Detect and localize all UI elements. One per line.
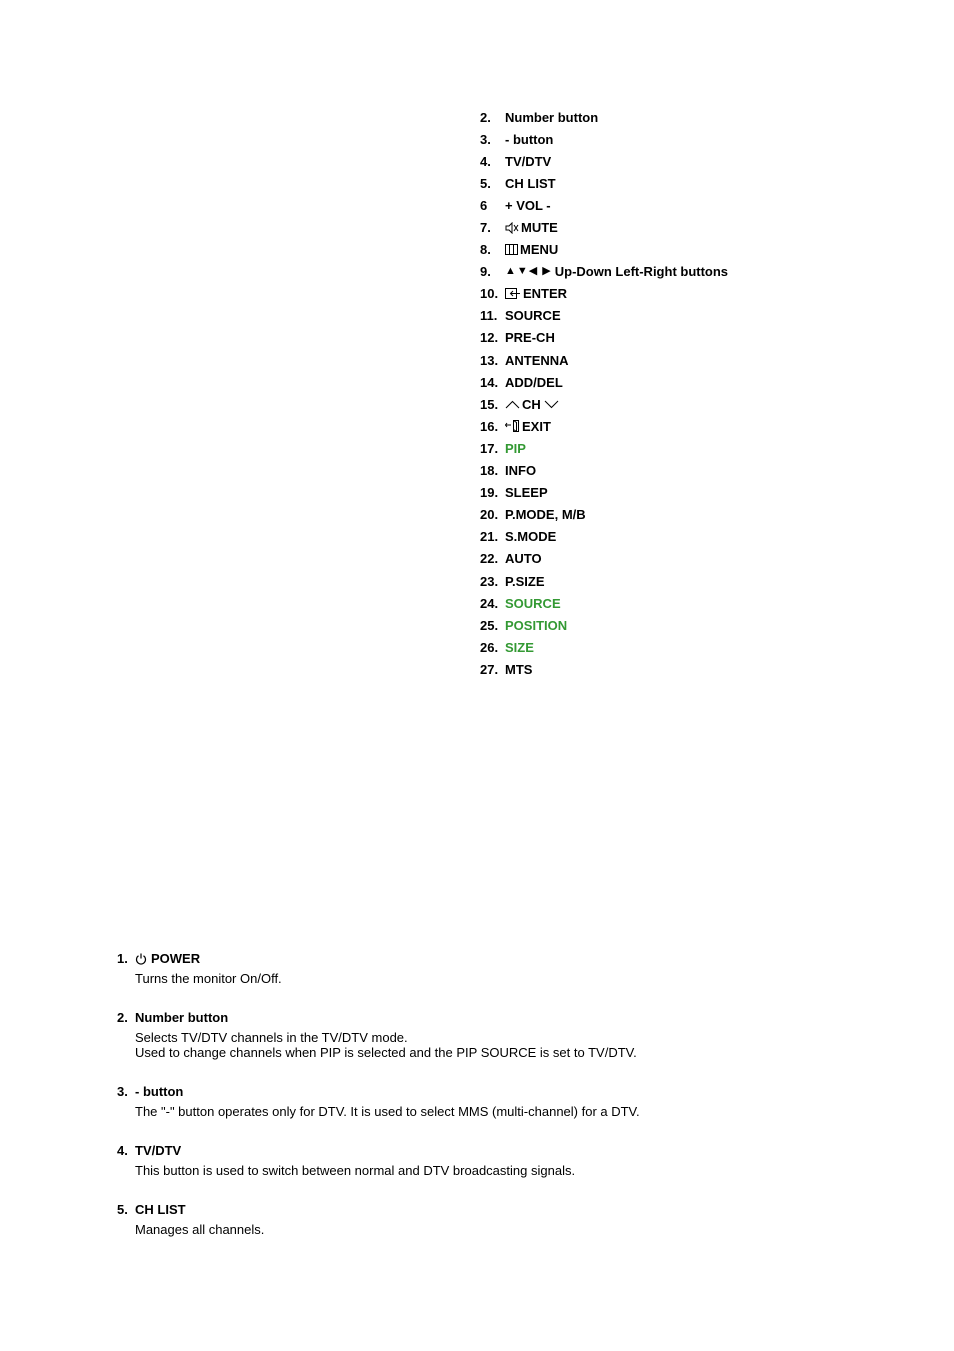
list-item xyxy=(480,437,900,459)
item-number: 8. xyxy=(480,242,491,258)
exit-icon xyxy=(505,420,520,432)
list-item xyxy=(480,371,900,393)
list-item xyxy=(480,636,900,658)
list-item xyxy=(480,570,900,592)
item-label: S.MODE xyxy=(505,529,557,545)
entry-body xyxy=(135,1163,877,1178)
button-index-list xyxy=(480,106,900,680)
list-item xyxy=(480,592,900,614)
item-number: 4. xyxy=(480,153,491,169)
item-number: 20. xyxy=(480,507,499,523)
item-label: ENTER xyxy=(523,286,568,302)
list-item xyxy=(480,526,900,548)
item-number: 25. xyxy=(480,617,499,633)
item-label: CH xyxy=(522,396,541,412)
item-label: EXIT xyxy=(522,418,551,434)
item-number: 2. xyxy=(480,109,491,125)
list-item xyxy=(480,239,900,261)
entry-body xyxy=(135,1104,877,1119)
list-item xyxy=(480,106,900,128)
item-label: + VOL - xyxy=(505,197,551,213)
item-label: POSITION xyxy=(505,617,568,633)
arrow-triangles-icon: ▲▼◀ ▶ xyxy=(505,265,552,278)
item-number: 7. xyxy=(480,220,491,236)
entry-number: 3. xyxy=(117,1084,128,1099)
item-label: P.SIZE xyxy=(505,573,545,589)
channel-up-icon xyxy=(505,400,520,409)
item-number: 15. xyxy=(480,396,499,412)
item-number: 3. xyxy=(480,131,491,147)
item-label: ANTENNA xyxy=(505,352,569,368)
entry-heading xyxy=(117,1082,877,1102)
item-number: 27. xyxy=(480,661,499,677)
item-label: CH LIST xyxy=(505,175,556,191)
entry-title: CH LIST xyxy=(135,1202,186,1217)
enter-icon xyxy=(505,288,521,299)
list-item xyxy=(480,150,900,172)
item-label: AUTO xyxy=(505,551,542,567)
list-item xyxy=(480,283,900,305)
description-entry xyxy=(117,1141,877,1178)
channel-down-icon xyxy=(544,400,559,409)
menu-icon xyxy=(505,244,518,255)
entry-title: - button xyxy=(135,1084,184,1099)
item-label: SIZE xyxy=(505,639,534,655)
item-label: INFO xyxy=(505,463,537,479)
item-number: 18. xyxy=(480,463,499,479)
item-label: Up-Down Left-Right buttons xyxy=(554,264,729,280)
item-number: 12. xyxy=(480,330,499,346)
entry-number: 4. xyxy=(117,1143,128,1158)
entry-title: Number button xyxy=(135,1010,229,1025)
entry-heading xyxy=(117,1008,877,1028)
description-entry xyxy=(117,1008,877,1060)
entry-body xyxy=(135,1030,877,1060)
item-number: 13. xyxy=(480,352,499,368)
mute-icon xyxy=(505,222,519,234)
entry-text: The "-" button operates only for DTV. It is used to select MMS (multi-channel) for a DTV. xyxy=(135,1104,640,1119)
list-item xyxy=(480,216,900,238)
item-number: 6 xyxy=(480,197,488,213)
item-label: SOURCE xyxy=(505,308,561,324)
item-label: MENU xyxy=(520,242,559,258)
list-item xyxy=(480,482,900,504)
item-label: Number button xyxy=(505,109,599,125)
list-item xyxy=(480,658,900,680)
item-label: SOURCE xyxy=(505,595,561,611)
item-number: 17. xyxy=(480,440,499,456)
item-number: 16. xyxy=(480,418,499,434)
item-label: PIP xyxy=(505,440,526,456)
item-number: 5. xyxy=(480,175,491,191)
description-entry xyxy=(117,949,877,986)
description-entry xyxy=(117,1200,877,1237)
entry-body xyxy=(135,1222,877,1237)
item-label: TV/DTV xyxy=(505,153,552,169)
item-label: P.MODE, M/B xyxy=(505,507,586,523)
item-label: SLEEP xyxy=(505,485,548,501)
item-number: 11. xyxy=(480,308,498,324)
list-item xyxy=(480,349,900,371)
entry-number: 1. xyxy=(117,951,128,966)
list-item xyxy=(480,504,900,526)
item-number: 10. xyxy=(480,286,499,302)
entry-heading xyxy=(117,1200,877,1220)
item-number: 14. xyxy=(480,374,499,390)
entry-text: Manages all channels. xyxy=(135,1222,265,1237)
item-label: MTS xyxy=(505,661,533,677)
list-item xyxy=(480,460,900,482)
item-label: ADD/DEL xyxy=(505,374,563,390)
item-label: - button xyxy=(505,131,554,147)
list-item xyxy=(480,327,900,349)
list-item xyxy=(480,128,900,150)
item-number: 9. xyxy=(480,264,491,280)
entry-title: POWER xyxy=(151,951,201,966)
entry-heading xyxy=(117,1141,877,1161)
list-item xyxy=(480,614,900,636)
item-label: PRE-CH xyxy=(505,330,555,346)
item-number: 26. xyxy=(480,639,499,655)
list-item xyxy=(480,305,900,327)
list-item xyxy=(480,415,900,437)
entry-body xyxy=(135,971,877,986)
entry-number: 2. xyxy=(117,1010,128,1025)
item-label: MUTE xyxy=(521,220,558,236)
item-number: 21. xyxy=(480,529,499,545)
item-number: 19. xyxy=(480,485,499,501)
entry-text: Selects TV/DTV channels in the TV/DTV mode. xyxy=(135,1030,408,1045)
entry-title: TV/DTV xyxy=(135,1143,182,1158)
list-item xyxy=(480,548,900,570)
entry-number: 5. xyxy=(117,1202,128,1217)
list-item xyxy=(480,393,900,415)
item-number: 23. xyxy=(480,573,499,589)
item-number: 24. xyxy=(480,595,499,611)
list-item xyxy=(480,194,900,216)
item-number: 22. xyxy=(480,551,499,567)
entry-text: Turns the monitor On/Off. xyxy=(135,971,282,986)
entry-heading xyxy=(117,949,877,969)
entry-text: This button is used to switch between normal and DTV broadcasting signals. xyxy=(135,1163,576,1178)
entry-text: Used to change channels when PIP is selected and the PIP SOURCE is set to TV/DTV. xyxy=(135,1045,637,1060)
description-entry xyxy=(117,1082,877,1119)
list-item xyxy=(480,172,900,194)
power-icon xyxy=(135,953,147,965)
list-item xyxy=(480,261,900,283)
button-descriptions xyxy=(117,949,877,1259)
